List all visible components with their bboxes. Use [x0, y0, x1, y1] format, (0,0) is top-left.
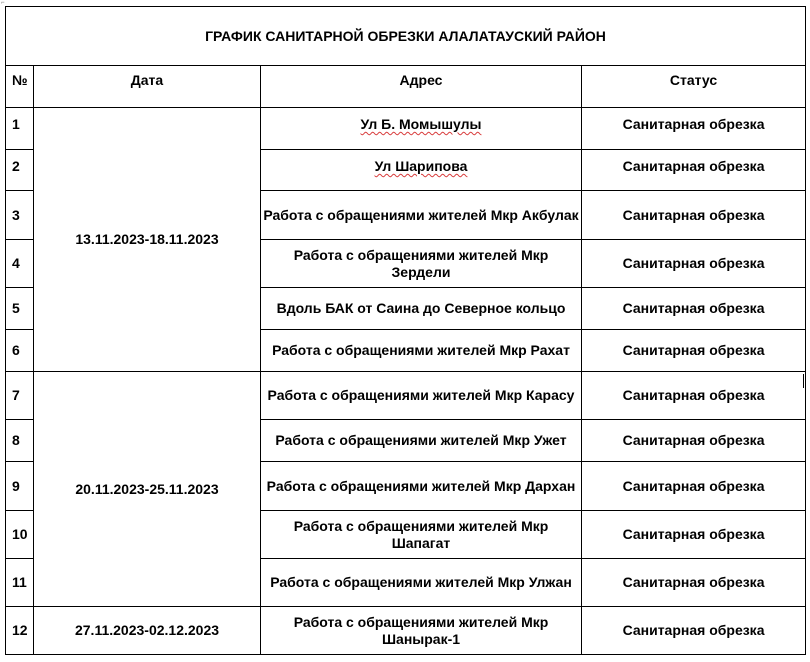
- row-status: Санитарная обрезка: [582, 559, 806, 607]
- row-num: 2: [6, 150, 34, 191]
- row-num: 7: [6, 372, 34, 420]
- address-text: Ул Б. Момышулы: [360, 116, 482, 132]
- table-row: [6, 108, 806, 150]
- row-address: Работа с обращениями жителей Мкр Акбулак: [261, 191, 582, 240]
- header-status: Статус: [582, 66, 806, 108]
- row-address: Работа с обращениями жителей Мкр Ужет: [261, 420, 582, 462]
- row-address: Работа с обращениями жителей Мкр Шапагат: [261, 511, 582, 559]
- table-row: [6, 372, 806, 420]
- row-address: [261, 108, 582, 150]
- row-status: Санитарная обрезка: [582, 420, 806, 462]
- row-num: 10: [6, 511, 34, 559]
- row-status: Санитарная обрезка: [582, 462, 806, 511]
- row-status: Санитарная обрезка: [582, 191, 806, 240]
- row-num: 11: [6, 559, 34, 607]
- header-row: [6, 66, 806, 108]
- header-date: Дата: [34, 66, 261, 108]
- table-row: [6, 607, 806, 655]
- row-num: 12: [6, 607, 34, 655]
- row-status: Санитарная обрезка: [582, 330, 806, 372]
- row-num: 5: [6, 288, 34, 330]
- row-num: 9: [6, 462, 34, 511]
- row-status: Санитарная обрезка: [582, 150, 806, 191]
- row-num: 8: [6, 420, 34, 462]
- row-status: Санитарная обрезка: [582, 288, 806, 330]
- address-text: Ул Шарипова: [374, 158, 468, 174]
- document-page: [5, 6, 806, 655]
- row-address: Работа с обращениями жителей Мкр Рахат: [261, 330, 582, 372]
- row-status: Санитарная обрезка: [582, 372, 806, 420]
- row-num: 1: [6, 108, 34, 150]
- row-num: 6: [6, 330, 34, 372]
- row-status: Санитарная обрезка: [582, 108, 806, 150]
- row-num: 4: [6, 240, 34, 288]
- row-status: Санитарная обрезка: [582, 240, 806, 288]
- row-address: [261, 150, 582, 191]
- row-status: Санитарная обрезка: [582, 607, 806, 655]
- schedule-table: [5, 6, 806, 655]
- corner-mark: ⌐: [1, 0, 5, 6]
- row-address: Работа с обращениями жителей Мкр Карасу: [261, 372, 582, 420]
- header-num: №: [6, 66, 34, 108]
- row-address: Работа с обращениями жителей Мкр Улжан: [261, 559, 582, 607]
- row-num: 3: [6, 191, 34, 240]
- date-cell: 27.11.2023-02.12.2023: [34, 607, 261, 655]
- date-cell: 13.11.2023-18.11.2023: [34, 108, 261, 372]
- row-address: Работа с обращениями жителей Мкр Шанырак-1: [261, 607, 582, 655]
- header-address: Адрес: [261, 66, 582, 108]
- row-address: Работа с обращениями жителей Мкр Зердели: [261, 240, 582, 288]
- row-address: Вдоль БАК от Саина до Северное кольцо: [261, 288, 582, 330]
- row-address: Работа с обращениями жителей Мкр Дархан: [261, 462, 582, 511]
- row-status: Санитарная обрезка: [582, 511, 806, 559]
- date-cell: 20.11.2023-25.11.2023: [34, 372, 261, 607]
- table-title: ГРАФИК САНИТАРНОЙ ОБРЕЗКИ АЛАЛАТАУСКИЙ РАЙОН: [6, 7, 806, 66]
